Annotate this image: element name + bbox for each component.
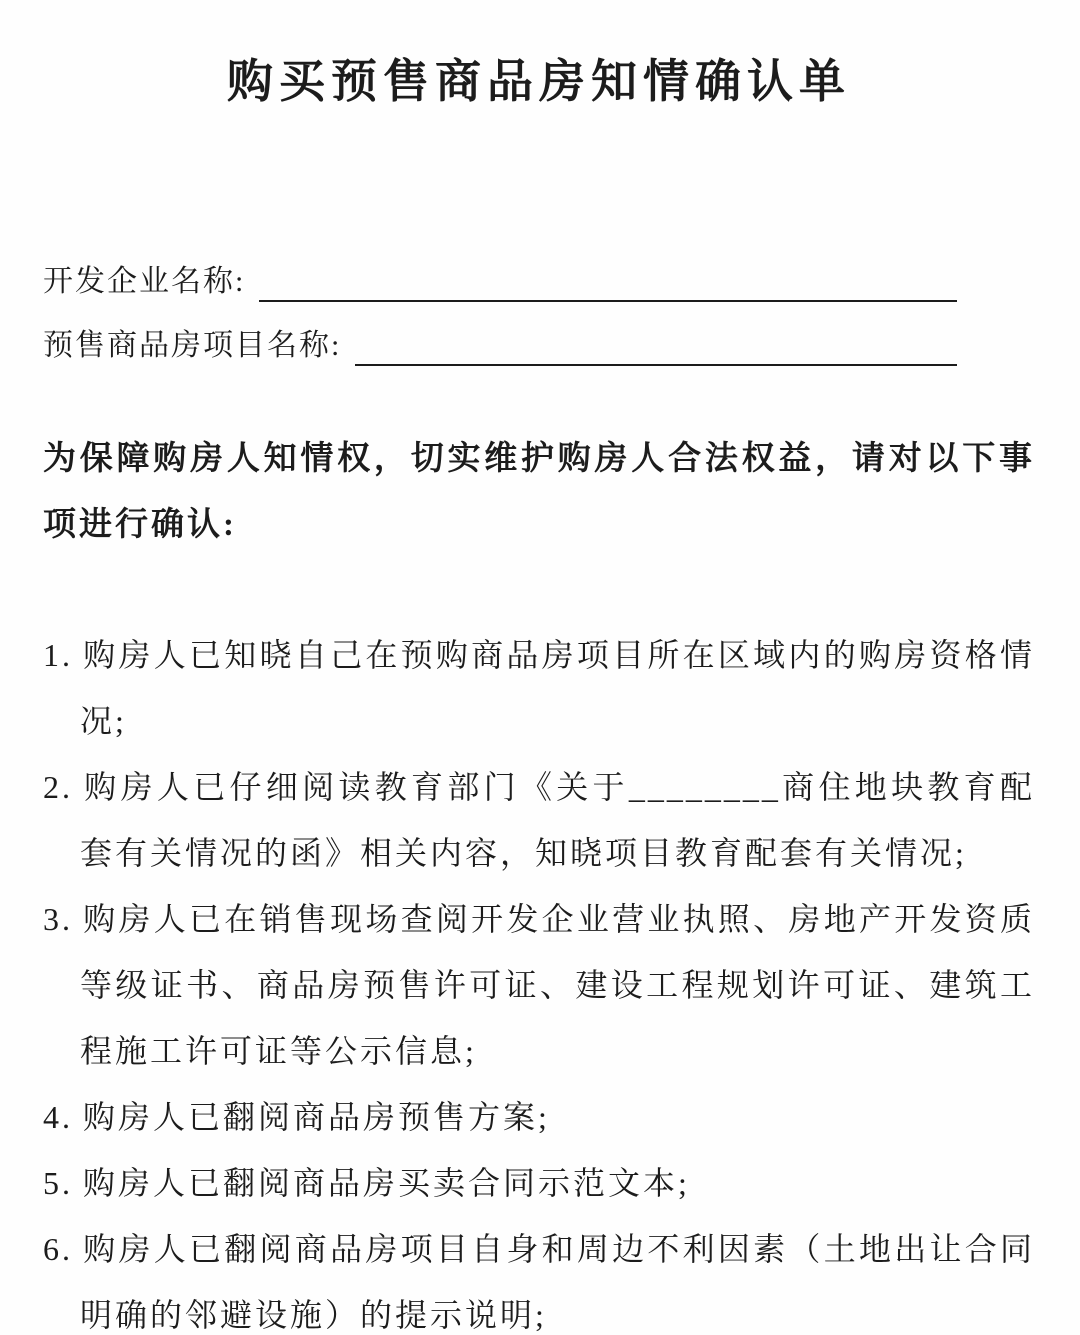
list-item — [43, 1216, 1035, 1335]
item-number: 1. — [43, 637, 73, 673]
item-text: 购房人已在销售现场查阅开发企业营业执照、房地产开发资质等级证书、商品房预售许可证、建设工程规划许可证、建筑工程施工许可证等公示信息; — [80, 901, 1035, 1069]
list-item — [43, 622, 1035, 754]
item-number: 6. — [43, 1231, 73, 1267]
field-project-name — [43, 302, 1035, 366]
field-project-name-blank-line — [355, 326, 957, 366]
document-title: 购买预售商品房知情确认单 — [227, 56, 851, 107]
field-project-name-label: 预售商品房项目名称: — [43, 329, 342, 362]
field-developer-name — [43, 238, 1035, 302]
item-text: 购房人已翻阅商品房项目自身和周边不利因素（土地出让合同明确的邻避设施）的提示说明; — [80, 1231, 1035, 1333]
header-fields — [43, 238, 1035, 366]
intro-paragraph: 为保障购房人知情权，切实维护购房人合法权益，请对以下事项进行确认: — [43, 441, 1035, 543]
field-developer-name-label: 开发企业名称: — [43, 265, 246, 298]
item-number: 5. — [43, 1165, 73, 1201]
item-text: 购房人已翻阅商品房预售方案; — [83, 1099, 550, 1135]
list-item — [43, 1084, 1035, 1150]
item-text: 购房人已知晓自己在预购商品房项目所在区域内的购房资格情况; — [80, 637, 1035, 739]
item-text: 购房人已翻阅商品房买卖合同示范文本; — [83, 1165, 690, 1201]
item-number: 3. — [43, 901, 73, 937]
list-item — [43, 754, 1035, 886]
list-item — [43, 886, 1035, 1084]
confirmation-items-list — [43, 622, 1035, 1335]
list-item — [43, 1150, 1035, 1216]
item-number: 2. — [43, 769, 73, 805]
item-text: 购房人已仔细阅读教育部门《关于________商住地块教育配套有关情况的函》相关内容，知晓项目教育配套有关情况; — [80, 769, 1035, 871]
field-developer-name-blank-line — [259, 262, 957, 302]
item-number: 4. — [43, 1099, 73, 1135]
